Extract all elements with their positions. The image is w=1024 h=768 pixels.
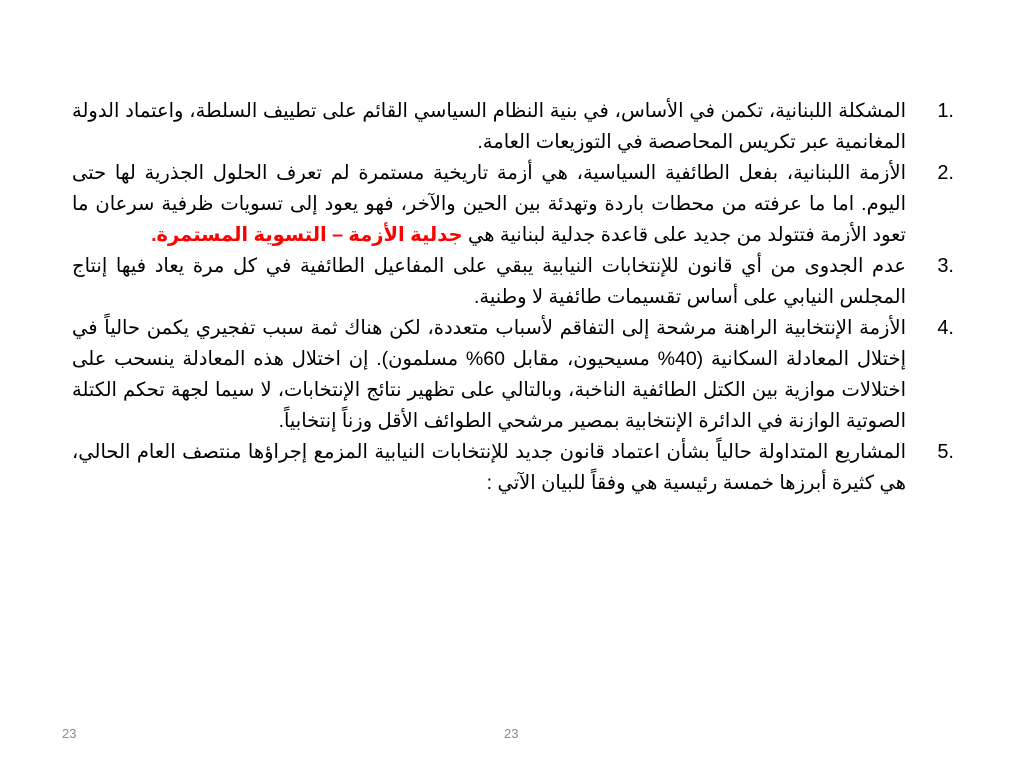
footer-page-number-center: 23 — [504, 726, 519, 741]
list-item-3 — [72, 251, 954, 313]
highlighted-phrase: جدلية الأزمة – التسوية المستمرة. — [151, 224, 463, 246]
list-item-number: 5. — [937, 441, 954, 463]
list-item-text: الأزمة الإنتخابية الراهنة مرشحة إلى التفاقم لأسباب متعددة، لكن هناك ثمة سبب تفجيري يكمن حالياً في إختلال المعادلة السكانية (40% مسيحيون، مقابل 60% مسلمون). إن اختلال هذه المعادلة ينسحب على اختلالات موازية بين الكتل الطائفية الناخبة، وبالتالي على تظهير نتائج الإنتخابات، لا سيما لجهة تحكم الكتلة الصوتية الوازنة في الدائرة الإنتخابية بمصير مرشحي الطوائف الأقل وزناً إنتخابياً. — [72, 317, 906, 432]
list-item-2 — [72, 158, 954, 251]
list-item-1 — [72, 96, 954, 158]
list-item-text: عدم الجدوى من أي قانون للإنتخابات النيابية يبقي على المفاعيل الطائفية في كل مرة يعاد فيها إنتاج المجلس النيابي على أساس تقسيمات طائفية لا وطنية. — [72, 255, 906, 308]
list-item-number: 4. — [937, 317, 954, 339]
footer-page-number-left: 23 — [62, 726, 77, 741]
list-item-text: المشاريع المتداولة حالياً بشأن اعتماد قانون جديد للإنتخابات النيابية المزمع إجراؤها منتصف العام الحالي، هي كثيرة أبرزها خمسة رئيسية هي وفقاً للبيان الآتي : — [72, 441, 906, 494]
list-item-4 — [72, 313, 954, 437]
list-item-number: 1. — [937, 100, 954, 122]
slide-body — [72, 96, 954, 499]
list-item-text: الأزمة اللبنانية، بفعل الطائفية السياسية، هي أزمة تاريخية مستمرة لم تعرف الحلول الجذرية لها حتى اليوم. اما ما عرفته من محطات باردة وتهدئة بين الحين والآخر، فهو يعود إلى تسويات ظرفية سرعان ما تعود الأزمة فتتولد من جديد على قاعدة جدلية لبنانية هي جدلية الأزمة – التسوية المستمرة. — [72, 162, 906, 246]
list-item-number: 3. — [937, 255, 954, 277]
list-item-number: 2. — [937, 162, 954, 184]
list-item-text: المشكلة اللبنانية، تكمن في الأساس، في بنية النظام السياسي القائم على تطييف السلطة، واعتماد الدولة المغانمية عبر تكريس المحاصصة في التوزيعات العامة. — [72, 100, 906, 153]
list-item-5 — [72, 437, 954, 499]
